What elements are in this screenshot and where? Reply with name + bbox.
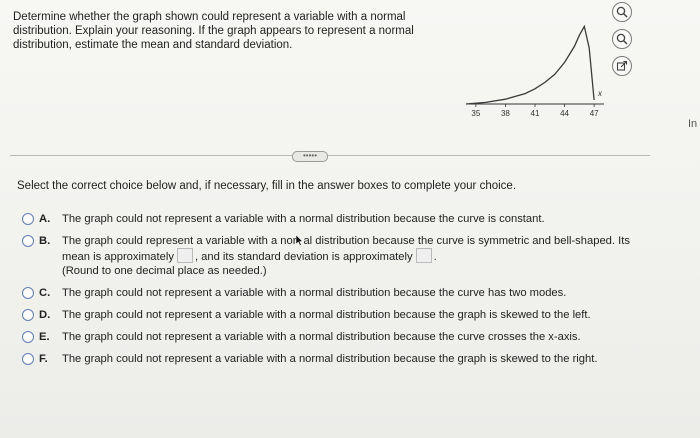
choice-letter: B. <box>39 235 51 247</box>
choice-a[interactable] <box>22 212 652 226</box>
choice-text: The graph could not represent a variable with a normal distribution because the curve has two modes. <box>62 287 567 299</box>
mean-answer-box[interactable] <box>177 248 193 263</box>
choice-text: The graph could not represent a variable with a normal distribution because the curve crosses the x-axis. <box>62 331 581 343</box>
choice-letter: F. <box>39 353 48 365</box>
x-tick-label: 38 <box>500 109 510 118</box>
choice-b[interactable] <box>22 234 652 278</box>
choice-text-part4: . <box>433 251 437 263</box>
choice-text: The graph could not represent a variable with a normal distribution because the graph is skewed to the right. <box>62 353 598 365</box>
popout-button[interactable] <box>612 56 632 76</box>
zoom-in-button[interactable] <box>612 2 632 22</box>
popout-icon <box>616 60 628 72</box>
choice-text-part3: , and its standard deviation is approximately <box>194 251 413 263</box>
instruction-text: Select the correct choice below and, if necessary, fill in the answer boxes to complete your choice. <box>17 180 517 192</box>
choice-f[interactable] <box>22 352 652 366</box>
choice-c[interactable] <box>22 286 652 300</box>
section-divider <box>10 155 650 156</box>
image-tools <box>612 2 638 83</box>
radio-d[interactable] <box>22 309 34 321</box>
radio-f[interactable] <box>22 353 34 365</box>
choice-list <box>22 212 652 374</box>
choice-e[interactable] <box>22 330 652 344</box>
choice-letter: C. <box>39 287 51 299</box>
x-tick-label: 35 <box>471 109 481 118</box>
choice-text-part1: The graph could represent a variable with a nor <box>62 235 297 247</box>
tick-label-group <box>471 109 599 118</box>
radio-a[interactable] <box>22 213 34 225</box>
rounding-note: (Round to one decimal place as needed.) <box>62 265 267 277</box>
choice-d[interactable] <box>22 308 652 322</box>
distribution-graph <box>458 14 608 126</box>
x-axis-label: x <box>598 89 602 98</box>
x-tick-label: 41 <box>530 109 540 118</box>
choice-letter: D. <box>39 309 51 321</box>
zoom-out-icon <box>616 33 628 45</box>
zoom-out-button[interactable] <box>612 29 632 49</box>
choice-text-part2: al distribution because the curve is symmetric and bell-shaped. Its mean is approximately <box>62 235 630 263</box>
choice-text: The graph could not represent a variable with a normal distribution because the curve is constant. <box>62 213 545 225</box>
choice-letter: E. <box>39 331 50 343</box>
side-text: In <box>688 118 698 130</box>
x-tick-label: 44 <box>560 109 570 118</box>
choice-letter: A. <box>39 213 51 225</box>
zoom-in-icon <box>616 6 628 18</box>
x-tick-label: 47 <box>589 109 599 118</box>
radio-b[interactable] <box>22 235 34 247</box>
std-dev-answer-box[interactable] <box>416 248 432 263</box>
radio-c[interactable] <box>22 287 34 299</box>
question-text: Determine whether the graph shown could represent a variable with a normal distribution. Explain your reasoning. If the graph appears to represent a normal distribution, estimate the mean and standard deviation. <box>13 11 414 51</box>
radio-e[interactable] <box>22 331 34 343</box>
density-curve <box>466 26 594 104</box>
more-button[interactable]: ••••• <box>292 151 328 162</box>
choice-text: The graph could not represent a variable with a normal distribution because the graph is skewed to the left. <box>62 309 591 321</box>
